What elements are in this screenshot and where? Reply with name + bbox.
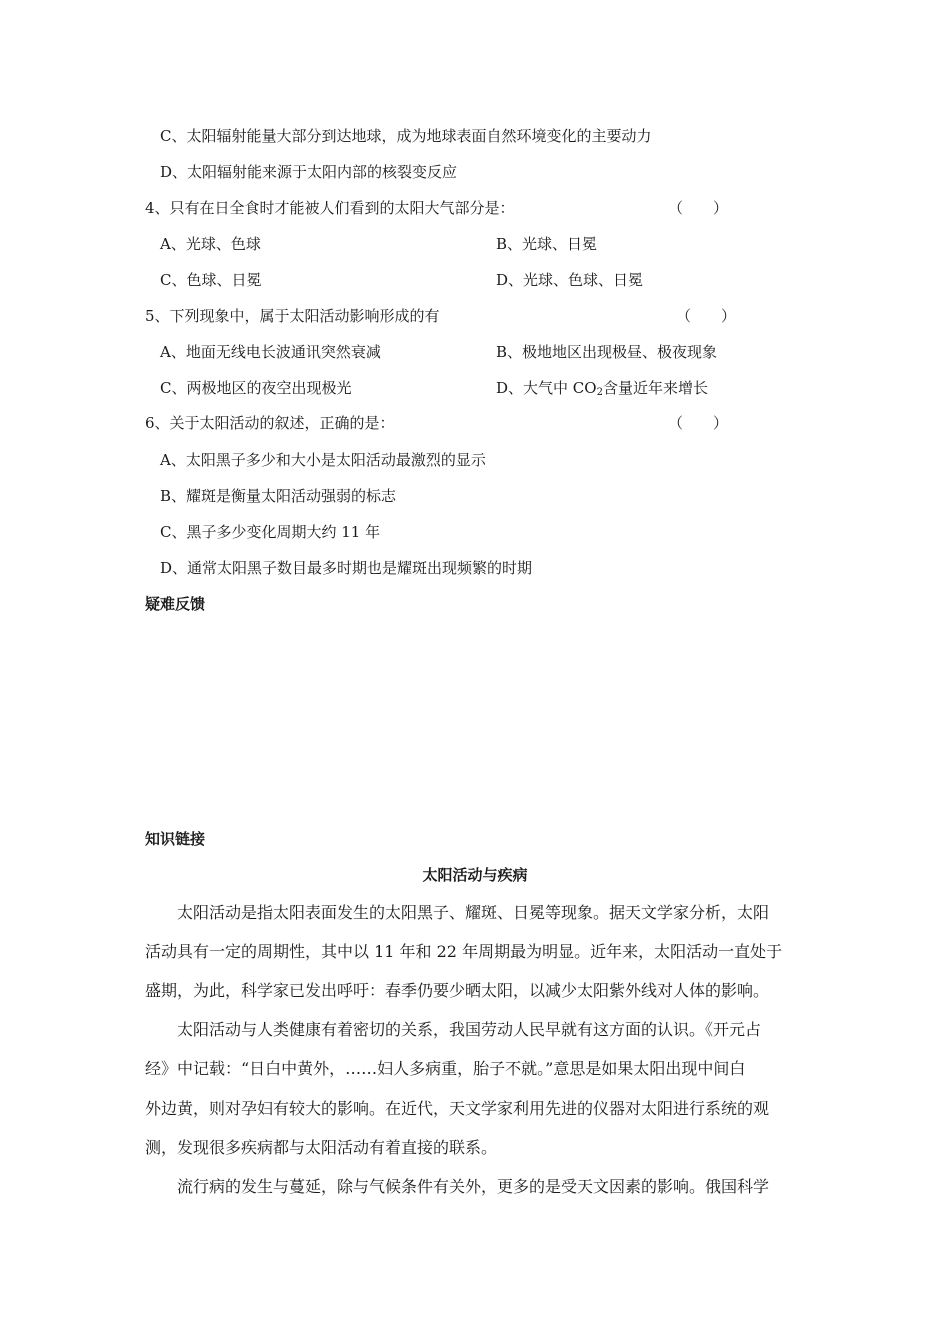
- article-title: 太阳活动与疾病: [422, 866, 528, 884]
- q6-option-d: D、通常太阳黑子数目最多时期也是耀斑出现频繁的时期: [160, 559, 533, 577]
- q5-stem: 5、下列现象中，属于太阳活动影响形成的有: [145, 307, 440, 325]
- q5-option-d: [496, 378, 708, 398]
- q4-answer-bracket: （ ）: [668, 199, 729, 217]
- q6-option-a: A、太阳黑子多少和大小是太阳活动最激烈的显示: [160, 451, 486, 469]
- q5-option-d-post: 含量近年来增长: [602, 379, 708, 397]
- article-line-7: 测，发现很多疾病都与太阳活动有着直接的联系。: [145, 1138, 498, 1157]
- q4-option-a: A、光球、色球: [160, 235, 261, 253]
- q5-option-c: C、两极地区的夜空出现极光: [160, 379, 352, 397]
- q5-option-d-pre: D、大气中 CO: [496, 379, 597, 397]
- q4-option-c: C、色球、日冕: [160, 271, 262, 289]
- article-line-6: 外边黄，则对孕妇有较大的影响。在近代，天文学家利用先进的仪器对太阳进行系统的观: [145, 1099, 770, 1118]
- co2-subscript: 2: [596, 387, 603, 398]
- q3-option-c: C、太阳辐射能量大部分到达地球，成为地球表面自然环境变化的主要动力: [160, 127, 652, 145]
- q3-option-d: D、太阳辐射能来源于太阳内部的核裂变反应: [160, 163, 458, 181]
- q4-option-d: D、光球、色球、日冕: [496, 271, 644, 289]
- q5-option-b: B、极地地区出现极昼、极夜现象: [496, 343, 718, 361]
- q6-option-c: C、黑子多少变化周期大约 11 年: [160, 523, 381, 541]
- q6-option-b: B、耀斑是衡量太阳活动强弱的标志: [160, 487, 397, 505]
- q5-option-a: A、地面无线电长波通讯突然衰减: [160, 343, 381, 361]
- article-line-1: 太阳活动是指太阳表面发生的太阳黑子、耀斑、日冕等现象。据天文学家分析，太阳: [177, 903, 770, 922]
- q6-stem: 6、关于太阳活动的叙述，正确的是：: [145, 414, 395, 432]
- article-line-8: 流行病的发生与蔓延，除与气候条件有关外，更多的是受天文因素的影响。俄国科学: [177, 1177, 770, 1196]
- feedback-heading: 疑难反馈: [145, 595, 206, 613]
- q4-option-b: B、光球、日冕: [496, 235, 598, 253]
- q5-answer-bracket: （ ）: [676, 307, 737, 325]
- q6-answer-bracket: （ ）: [668, 414, 729, 432]
- article-line-2: 活动具有一定的周期性，其中以 11 年和 22 年周期最为明显。近年来，太阳活动一直处于: [145, 942, 783, 961]
- knowledge-heading: 知识链接: [145, 830, 206, 848]
- article-line-5: 经》中记载：“日白中黄外，……妇人多病重，胎子不就。”意思是如果太阳出现中间白: [145, 1059, 746, 1078]
- article-line-4: 太阳活动与人类健康有着密切的关系，我国劳动人民早就有这方面的认识。《开元占: [177, 1020, 762, 1039]
- q4-stem: 4、只有在日全食时才能被人们看到的太阳大气部分是：: [145, 199, 515, 217]
- article-line-3: 盛期，为此，科学家已发出呼吁：春季仍要少晒太阳，以减少太阳紫外线对人体的影响。: [145, 981, 770, 1000]
